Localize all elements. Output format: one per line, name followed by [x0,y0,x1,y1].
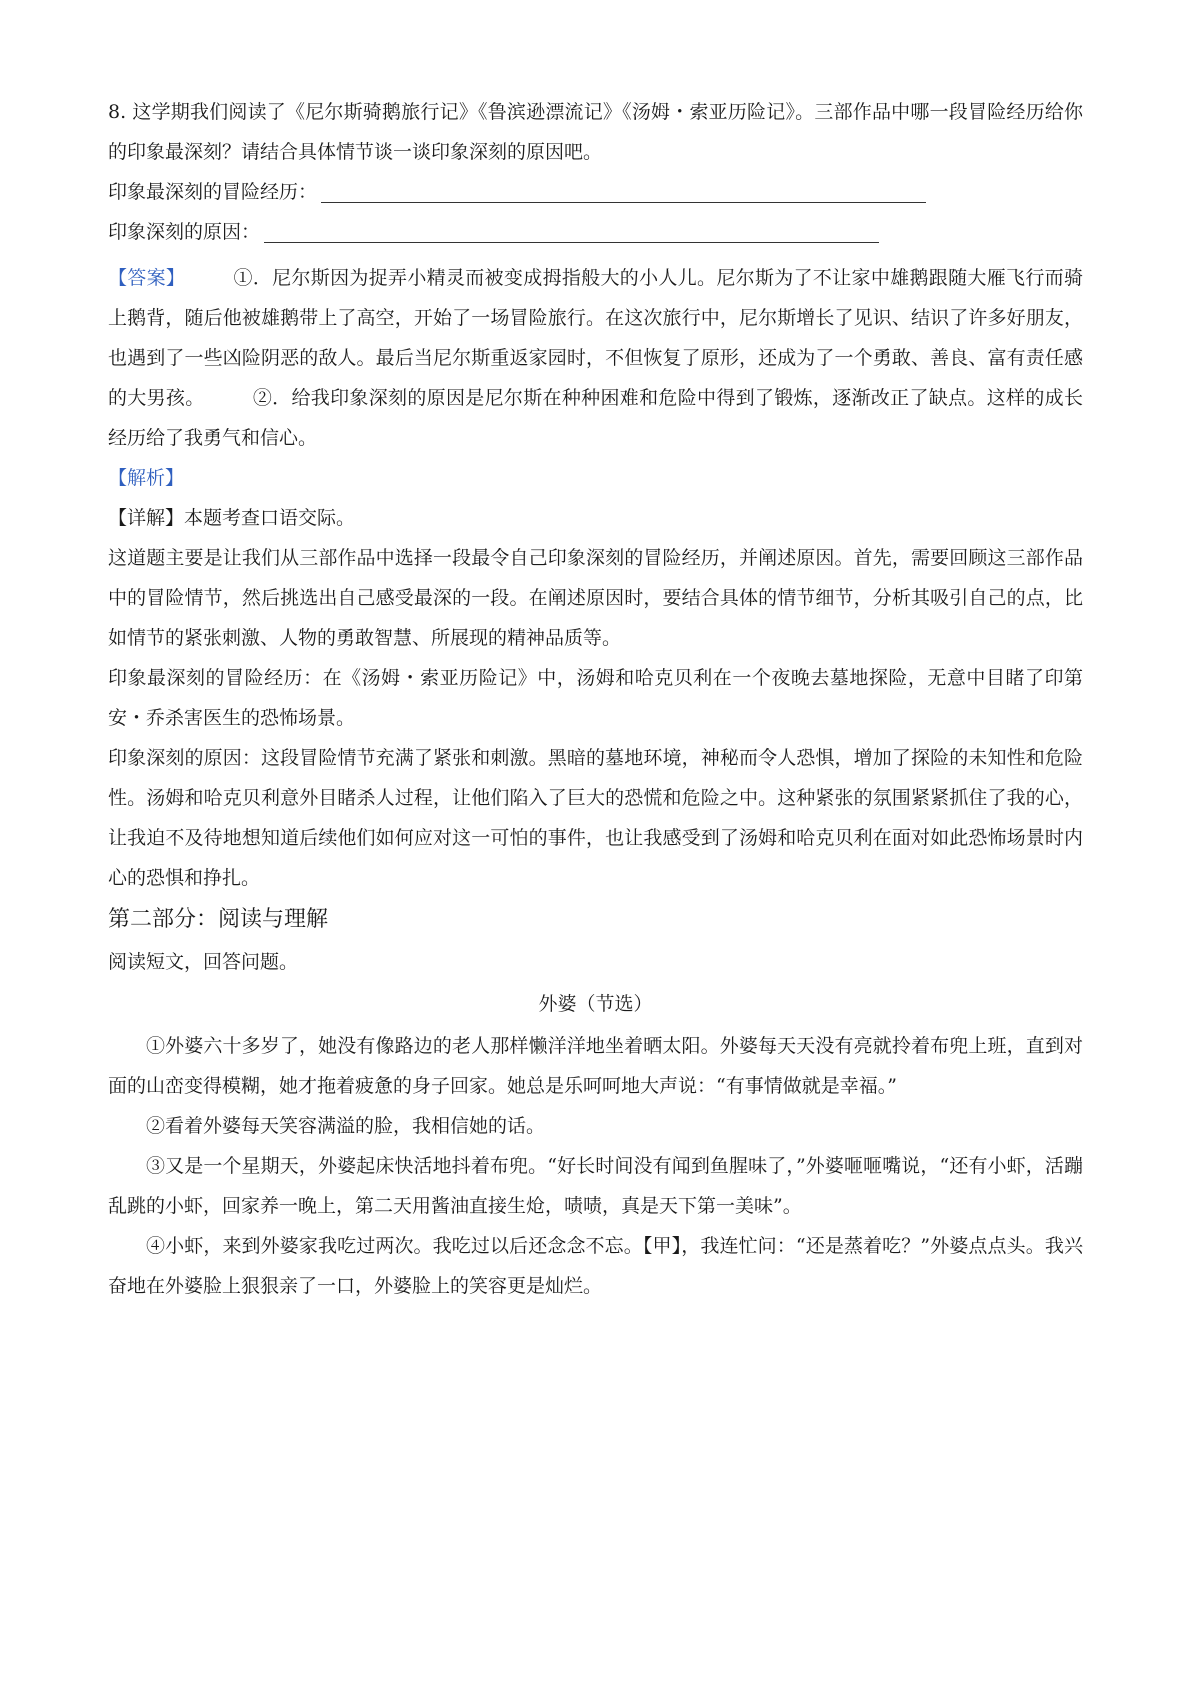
answer-part-2: ②．给我印象深刻的原因是尼尔斯在种种困难和危险中得到了锻炼，逐渐改正了缺点。这样的成长经历给了我勇气和信心。 [108,387,1083,449]
part-2-heading: 第二部分：阅读与理解 [108,907,329,932]
blank-1-row [108,172,1083,212]
blank-2-row [108,212,1083,252]
analysis-detail: 【详解】本题考查口语交际。 [108,507,356,529]
answer-tag: 【答案】 [108,267,186,289]
answer-part-1: ①．尼尔斯因为捉弄小精灵而被变成拇指般大的小人儿。尼尔斯为了不让家中雄鹅跟随大雁飞行而骑上鹅背，随后他被雄鹅带上了高空，开始了一场冒险旅行。在这次旅行中，尼尔斯增长了见识、结识了许多好朋友，也遇到了一些凶险阴恶的敌人。最后当尼尔斯重返家园时，不但恢复了原形，还成为了一个勇敢、善良、富有责任感的大男孩。 [108,267,1083,409]
analysis-paragraph-3: 印象深刻的原因：这段冒险情节充满了紧张和刺激。黑暗的墓地环境，神秘而令人恐惧，增加了探险的未知性和危险性。汤姆和哈克贝利意外目睹杀人过程，让他们陷入了巨大的恐慌和危险之中。这种紧张的氛围紧紧抓住了我的心，让我迫不及待地想知道后续他们如何应对这一可怕的事件，也让我感受到了汤姆和哈克贝利在面对如此恐怖场景时内心的恐惧和挣扎。 [108,747,1083,889]
analysis-tag: 【解析】 [108,467,185,489]
analysis-paragraph-1: 这道题主要是让我们从三部作品中选择一段最令自己印象深刻的冒险经历，并阐述原因。首先，需要回顾这三部作品中的冒险情节，然后挑选出自己感受最深的一段。在阐述原因时，要结合具体的情节细节，分析其吸引自己的点，比如情节的紧张刺激、人物的勇敢智慧、所展现的精神品质等。 [108,547,1083,649]
blank-2-answer-line[interactable] [264,218,879,243]
answer-block [108,258,1083,458]
passage-paragraph-3: ③又是一个星期天，外婆起床快活地抖着布兜。“好长时间没有闻到鱼腥味了，”外婆咂咂嘴说，“还有小虾，活蹦乱跳的小虾，回家养一晚上，第二天用酱油直接生炝，啧啧，真是天下第一美味”。 [108,1155,1083,1217]
passage-paragraph-1: ①外婆六十多岁了，她没有像路边的老人那样懒洋洋地坐着晒太阳。外婆每天天没有亮就拎着布兜上班，直到对面的山峦变得模糊，她才拖着疲惫的身子回家。她总是乐呵呵地大声说：“有事情做就是幸福。” [108,1035,1083,1097]
question-8-prompt: 8. 这学期我们阅读了《尼尔斯骑鹅旅行记》《鲁滨逊漂流记》《汤姆・索亚历险记》。三部作品中哪一段冒险经历给你的印象最深刻？请结合具体情节谈一谈印象深刻的原因吧。 [108,101,1083,163]
analysis-paragraph-2: 印象最深刻的冒险经历：在《汤姆・索亚历险记》中，汤姆和哈克贝利在一个夜晚去墓地探险，无意中目睹了印第安・乔杀害医生的恐怖场景。 [108,667,1083,729]
blank-1-label: 印象最深刻的冒险经历： [108,181,318,203]
blank-2-label: 印象深刻的原因： [108,221,261,243]
passage-paragraph-4: ④小虾，来到外婆家我吃过两次。我吃过以后还念念不忘。【甲】，我连忙问：“还是蒸着吃？”外婆点点头。我兴奋地在外婆脸上狠狠亲了一口，外婆脸上的笑容更是灿烂。 [108,1235,1083,1297]
passage-title: 外婆（节选） [538,993,653,1015]
blank-1-answer-line[interactable] [321,178,926,203]
passage-paragraph-2: ②看着外婆每天笑容满溢的脸，我相信她的话。 [146,1115,546,1137]
reading-instruction: 阅读短文，回答问题。 [108,951,299,973]
document-page [108,92,1083,1306]
